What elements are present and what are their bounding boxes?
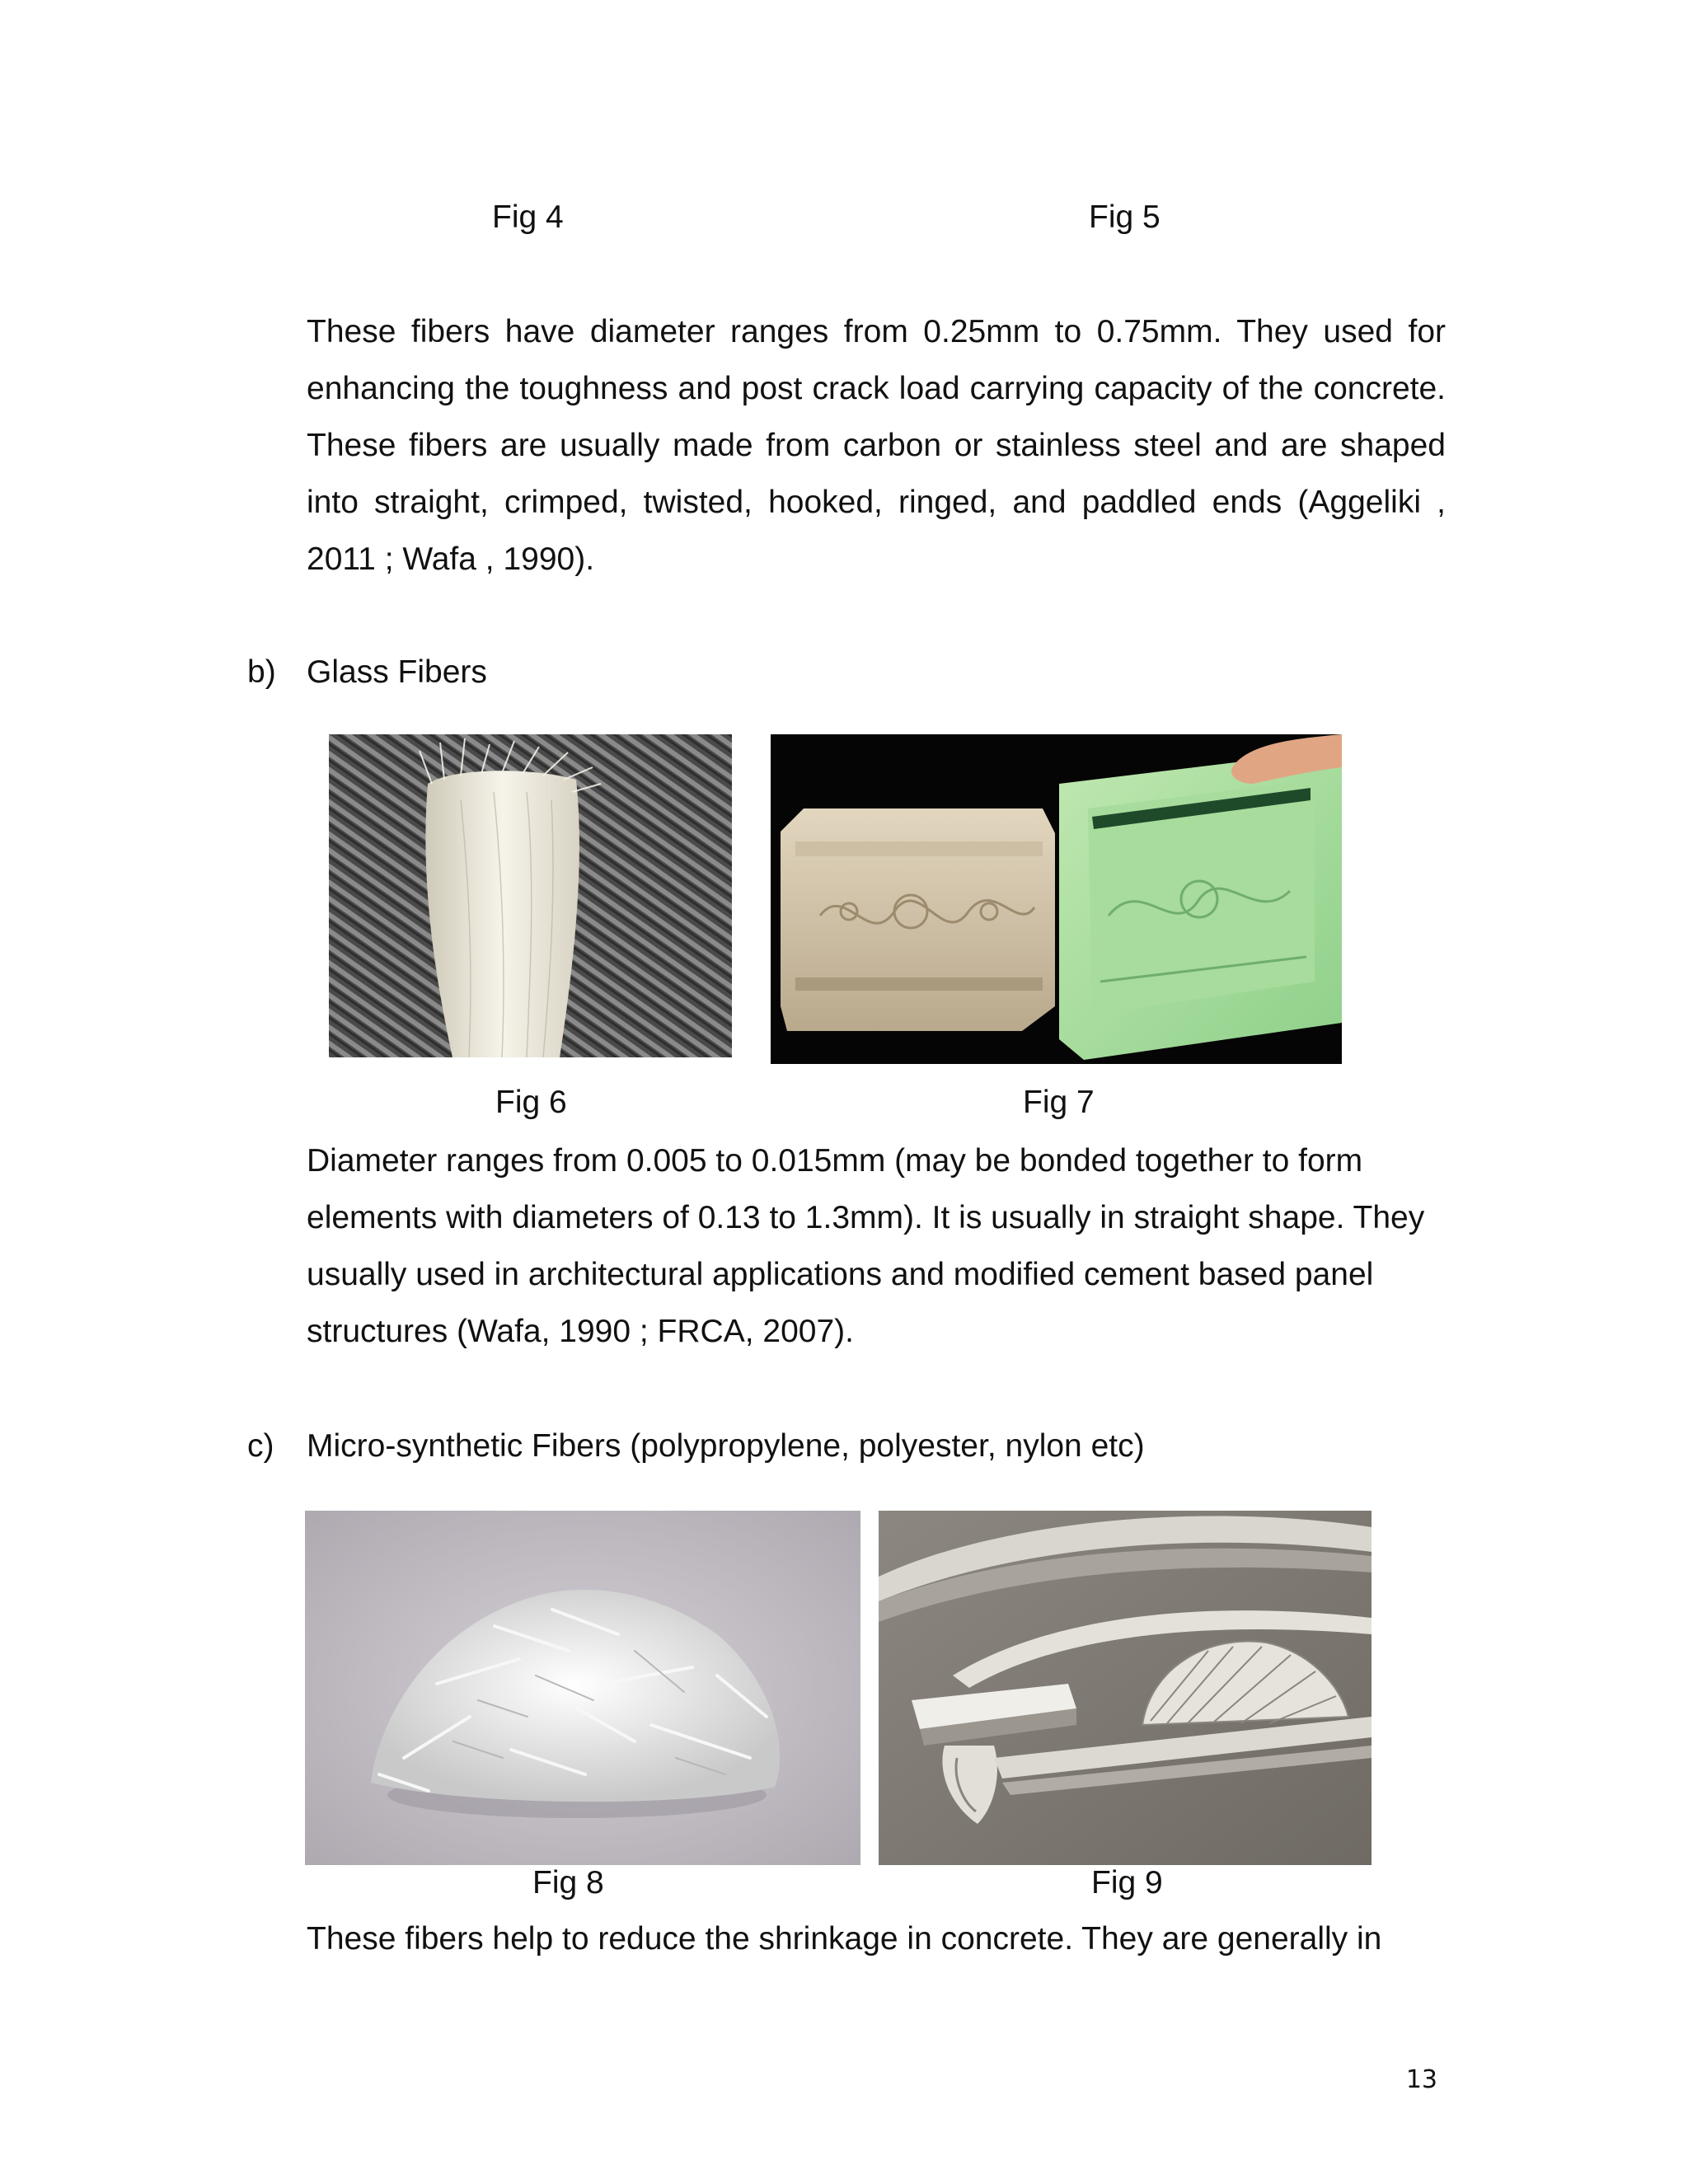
figure-6-glass-fiber-strand <box>329 734 732 1057</box>
caption-fig-5: Fig 5 <box>1089 199 1160 235</box>
figure-7-gfrc-panel-and-mould <box>771 734 1342 1064</box>
caption-fig-7: Fig 7 <box>1023 1085 1095 1120</box>
steel-fibers-paragraph <box>307 303 1446 588</box>
glass-fibers-paragraph: Diameter ranges from 0.005 to 0.015mm (may be bonded together to form elements with diameters of 0.13 to 1.3mm). It is usually in straight shape. They usually used in architectural applications and modified cement based panel structures (Wafa, 1990 ; FRCA, 2007). <box>307 1143 1425 1349</box>
caption-fig-8: Fig 8 <box>532 1865 604 1900</box>
steel-fibers-text: These fibers have diameter ranges from 0.25mm to 0.75mm. They used for enhancing the toughness and post crack load carrying capacity of the concrete. These fibers are usually made from carbon or stainless steel and are shaped into straight, crimped, twisted, hooked, ringed, and paddled ends (Aggeliki , 2011 ; Wafa , 1990). <box>307 314 1446 577</box>
caption-fig-4: Fig 4 <box>492 199 564 235</box>
figure-9-architectural-pediment <box>879 1511 1372 1865</box>
figure-8-synthetic-fiber-pile <box>305 1511 860 1865</box>
list-marker: b) <box>247 654 276 690</box>
section-heading-micro-synthetic-fibers <box>247 1428 1319 1465</box>
micro-synthetic-paragraph: These fibers help to reduce the shrinkage in concrete. They are generally in <box>307 1921 1382 1957</box>
heading-text: Glass Fibers <box>307 654 487 690</box>
page-number: 13 <box>1405 2065 1437 2094</box>
caption-fig-6: Fig 6 <box>495 1085 567 1120</box>
caption-fig-9: Fig 9 <box>1091 1865 1163 1900</box>
section-heading-glass-fibers <box>247 654 907 691</box>
list-marker: c) <box>247 1428 274 1464</box>
heading-text: Micro-synthetic Fibers (polypropylene, polyester, nylon etc) <box>307 1428 1145 1464</box>
